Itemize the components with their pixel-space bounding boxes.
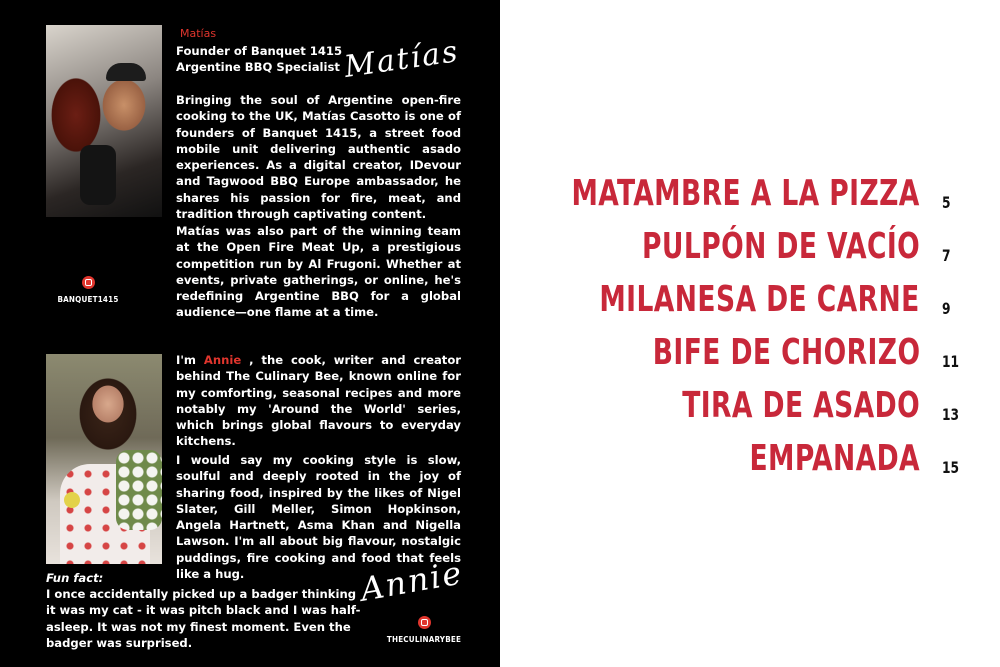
matias-photo <box>46 25 162 217</box>
annie-fun-fact-label: Fun fact: <box>46 571 104 585</box>
matias-signature: Matías <box>342 34 462 85</box>
toc-item-title: TIRA DE ASADO <box>682 385 920 426</box>
fruit-shape <box>64 492 80 508</box>
annie-instagram[interactable] <box>384 616 464 644</box>
toc-item-title: MATAMBRE A LA PIZZA <box>571 173 920 214</box>
annie-instagram-handle: THECULINARYBEE <box>386 635 462 644</box>
instagram-icon <box>82 276 95 289</box>
annie-name: Annie <box>203 353 242 367</box>
matias-role-line2: Argentine BBQ Specialist <box>176 60 340 74</box>
annie-fun-fact-text: I once accidentally picked up a badger thinking it was my cat - it was pitch black and I was half-asleep. It was not my finest moment. Even the badger was surprised. <box>46 587 361 650</box>
matias-bio-paragraph-1: Bringing the soul of Argentine open-fire cooking to the UK, Matías Casotto is one of founders of Banquet 1415, a street food mobile unit delivering authentic asado experiences. As a digital creator, IDevour and Tagwood BBQ Europe ambassador, he shares his passion for fire, meat, and tradition through captivating content. <box>176 93 461 222</box>
annie-photo <box>46 354 162 564</box>
matias-bio-paragraph-2: Matías was also part of the winning team at the Open Fire Meat Up, a prestigious competition run by Al Frugoni. Whether at events, private gatherings, or online, he's redefining Argentine BBQ for a global audience—one flame at a time. <box>176 224 461 320</box>
toc-item[interactable] <box>500 380 1000 432</box>
annie-intro-suffix: , the cook, writer and creator behind The Culinary Bee, known online for my comforting, seasonal recipes and more notably my 'Around the World' series, which brings global flavours to everyday kitchens. <box>176 353 461 449</box>
toc-item[interactable] <box>500 327 1000 379</box>
cap-shape <box>106 63 146 81</box>
matias-instagram-handle: BANQUET1415 <box>57 295 119 304</box>
toc-item[interactable] <box>500 221 1000 273</box>
annie-intro <box>176 352 461 450</box>
flowers-shape <box>116 450 162 530</box>
toc-item-page: 15 <box>942 458 960 477</box>
annie-signature: Annie <box>357 553 467 609</box>
instagram-icon <box>418 616 431 629</box>
matias-role-line1: Founder of Banquet 1415 <box>176 44 343 58</box>
toc-item-page: 5 <box>942 193 951 212</box>
toc-item-title: BIFE DE CHORIZO <box>652 332 920 373</box>
contents-page <box>500 0 1000 667</box>
glove-shape <box>80 145 116 205</box>
matias-instagram[interactable] <box>58 276 118 304</box>
annie-intro-prefix: I'm <box>176 353 204 367</box>
toc-item-page: 11 <box>942 352 960 371</box>
toc-item-page: 13 <box>942 405 960 424</box>
annie-bio-paragraph-2: I would say my cooking style is slow, soulful and deeply rooted in the joy of sharing food, inspired by the likes of Nigel Slater, Gill Meller, Simon Hopkinson, Angela Hartnett, Asma Khan and Nigella Lawson. I'm all about big flavour, nostalgic puddings, fire cooking and food that feels like a hug. <box>176 453 461 582</box>
toc-item-page: 7 <box>942 246 951 265</box>
toc-item-title: MILANESA DE CARNE <box>599 279 920 320</box>
toc-item[interactable] <box>500 433 1000 485</box>
toc-item-title: EMPANADA <box>749 438 920 479</box>
matias-name: Matías <box>180 27 217 40</box>
toc-item-page: 9 <box>942 299 951 318</box>
toc-item[interactable] <box>500 168 1000 220</box>
toc-item[interactable] <box>500 274 1000 326</box>
toc-item-title: PULPÓN DE VACÍO <box>641 226 920 267</box>
